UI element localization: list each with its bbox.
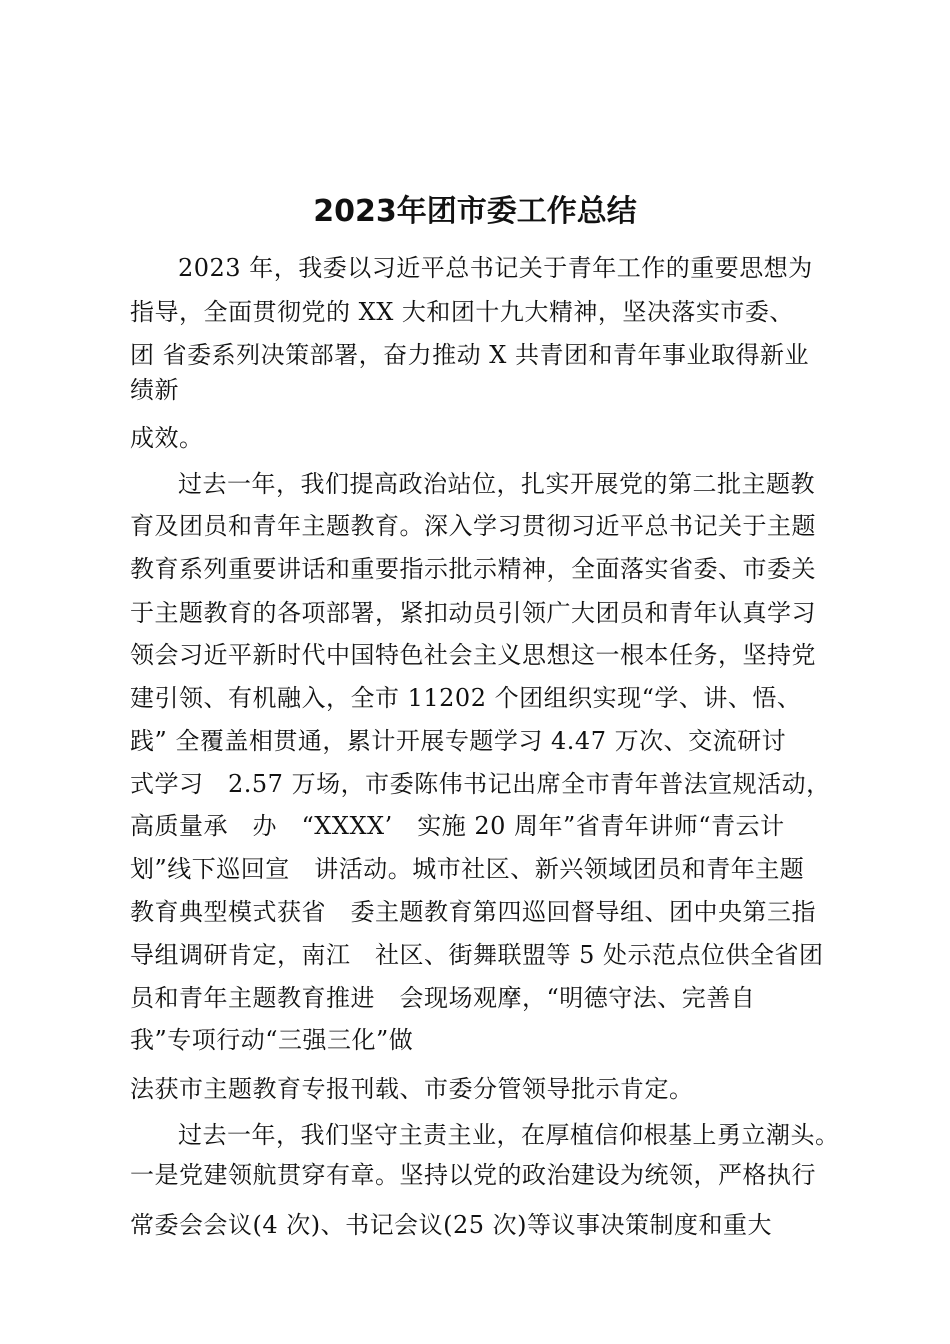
paragraph-2-line-5: 领会习近平新时代中国特色社会主义思想这一根本任务，坚持党 [130, 641, 816, 669]
paragraph-1-line-1: 2023 年，我委以习近平总书记关于青年工作的重要思想为 [178, 254, 813, 282]
document-title: 2023年团市委工作总结 [313, 194, 637, 229]
paragraph-2-line-10: 划”线下巡回宣 讲活动。城市社区、新兴领域团员和青年主题 [130, 855, 805, 883]
paragraph-1-line-5: 成效。 [130, 424, 204, 452]
paragraph-2-line-8: 式学习 2.57 万场，市委陈伟书记出席全市青年普法宣规活动， [130, 770, 831, 798]
paragraph-2-line-12: 导组调研肯定，南江 社区、街舞联盟等 5 处示范点位供全省团 [130, 941, 824, 969]
paragraph-2-line-11: 教育典型模式获省 委主题教育第四巡回督导组、团中央第三指 [130, 898, 816, 926]
paragraph-2-line-14: 我”专项行动“三强三化”做 [130, 1026, 414, 1054]
paragraph-2-line-7: 践” 全覆盖相贯通，累计开展专题学习 4.47 万次、交流研讨 [130, 727, 787, 755]
paragraph-2-line-15: 法获市主题教育专报刊载、市委分管领导批示肯定。 [130, 1075, 694, 1103]
paragraph-2-line-2: 育及团员和青年主题教育。深入学习贯彻习近平总书记关于主题 [130, 512, 816, 540]
paragraph-1-line-3: 团 省委系列决策部署，奋力推动 X 共青团和青年事业取得新业 [130, 341, 809, 369]
paragraph-2-line-1: 过去一年，我们提高政治站位，扎实开展党的第二批主题教 [178, 470, 815, 498]
paragraph-2-line-13: 员和青年主题教育推进 会现场观摩，“明德守法、完善自 [130, 984, 756, 1012]
paragraph-2-line-4: 于主题教育的各项部署，紧扣动员引领广大团员和青年认真学习 [130, 599, 816, 627]
paragraph-3-line-1: 过去一年，我们坚守主责主业，在厚植信仰根基上勇立潮头。 [178, 1121, 840, 1149]
paragraph-1-line-2: 指导，全面贯彻党的 XX 大和团十九大精神，坚决落实市委、 [130, 298, 794, 326]
paragraph-2-line-3: 教育系列重要讲话和重要指示批示精神，全面落实省委、市委关 [130, 555, 816, 583]
paragraph-1-line-4: 绩新 [130, 376, 179, 404]
paragraph-2-line-6: 建引领、有机融入，全市 11202 个团组织实现“学、讲、悟、 [130, 684, 802, 712]
paragraph-3-line-2: 一是党建领航贯穿有章。坚持以党的政治建设为统领，严格执行 [130, 1161, 816, 1189]
paragraph-2-line-9: 高质量承 办 “XXXX’ 实施 20 周年”省青年讲师“青云计 [130, 812, 785, 840]
paragraph-3-line-3: 常委会会议(4 次)、书记会议(25 次)等议事决策制度和重大 [130, 1211, 773, 1239]
